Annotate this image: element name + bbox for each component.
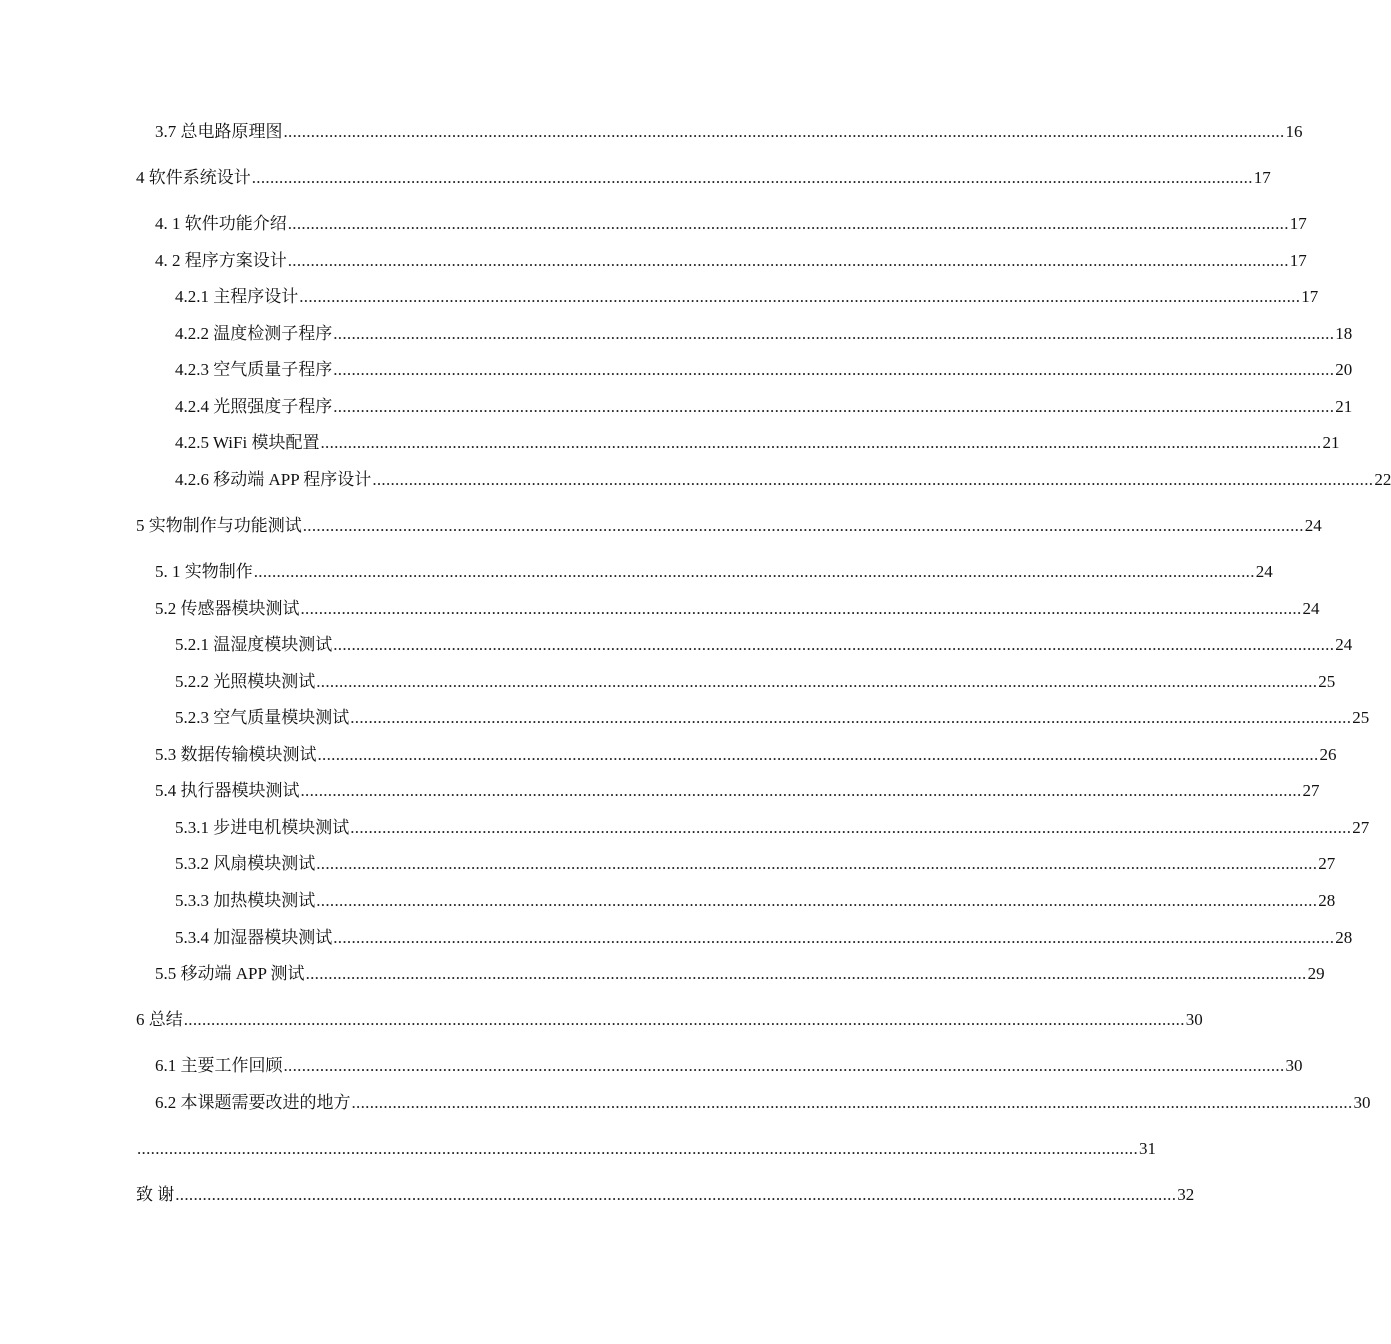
toc-page-number: 28 — [1318, 891, 1336, 910]
toc-entry-title: 6 总结 — [136, 1010, 183, 1029]
toc-page-number: 26 — [1319, 745, 1337, 764]
toc-dot-leader: ............................................................................................................................................................................................................................ — [350, 818, 1352, 837]
toc-dot-leader: ............................................................................................................................................................................................................................ — [333, 360, 1335, 379]
toc-dot-leader: ............................................................................................................................................................................................................................ — [320, 433, 1322, 452]
toc-page-number: 25 — [1318, 672, 1336, 691]
toc-dot-leader: ............................................................................................................................................................................................................................ — [333, 635, 1335, 654]
toc-entry[interactable] — [175, 887, 1336, 911]
toc-page-number: 29 — [1307, 964, 1325, 983]
toc-dot-leader: ............................................................................................................................................................................................................................ — [253, 562, 1255, 581]
toc-entry[interactable] — [175, 814, 1370, 838]
toc-entry[interactable] — [175, 631, 1353, 655]
toc-entry[interactable] — [175, 466, 1391, 490]
toc-dot-leader: ............................................................................................................................................................................................................................ — [316, 672, 1318, 691]
toc-dot-leader: ............................................................................................................................................................................................................................ — [316, 854, 1318, 873]
toc-entry[interactable] — [155, 558, 1273, 582]
toc-entry-title: 4.2.5 WiFi 模块配置 — [175, 433, 320, 452]
toc-dot-leader: ............................................................................................................................................................................................................................ — [305, 964, 1307, 983]
toc-entry-title: 5.3.4 加湿器模块测试 — [175, 928, 333, 947]
toc-entry[interactable] — [155, 1052, 1303, 1076]
toc-page-number: 17 — [1253, 168, 1271, 187]
toc-page-number: 22 — [1374, 470, 1391, 489]
toc-page-number: 31 — [1139, 1139, 1156, 1158]
toc-entry-title: 5.5 移动端 APP 测试 — [155, 964, 305, 983]
toc-dot-leader: ............................................................................................................................................................................................................................ — [137, 1139, 1138, 1158]
toc-page-number: 17 — [1289, 214, 1307, 233]
toc-entry[interactable] — [175, 668, 1336, 692]
toc-page-number: 28 — [1335, 928, 1353, 947]
toc-dot-leader: ............................................................................................................................................................................................................................ — [350, 708, 1352, 727]
toc-dot-leader: ............................................................................................................................................................................................................................ — [287, 251, 1289, 270]
toc-entry[interactable] — [155, 118, 1303, 142]
toc-page-number: 21 — [1322, 433, 1340, 452]
toc-entry-title: 5. 1 实物制作 — [155, 562, 253, 581]
toc-dot-leader: ............................................................................................................................................................................................................................ — [302, 516, 1304, 535]
toc-entry-title: 4.2.6 移动端 APP 程序设计 — [175, 470, 372, 489]
toc-entry[interactable] — [175, 356, 1353, 380]
toc-page-number: 25 — [1352, 708, 1370, 727]
toc-entry[interactable] — [136, 1181, 1195, 1205]
toc-page-number: 21 — [1335, 397, 1353, 416]
toc-entry-title: 6.2 本课题需要改进的地方 — [155, 1093, 351, 1112]
toc-dot-leader: ............................................................................................................................................................................................................................ — [175, 1185, 1177, 1204]
toc-dot-leader: ............................................................................................................................................................................................................................ — [283, 122, 1285, 141]
toc-entry[interactable] — [175, 850, 1336, 874]
toc-page-number: 30 — [1353, 1093, 1371, 1112]
toc-entry-title: 5.3.1 步进电机模块测试 — [175, 818, 350, 837]
toc-entry[interactable] — [136, 164, 1271, 188]
toc-entry[interactable] — [136, 1135, 1156, 1159]
toc-entry[interactable] — [155, 741, 1337, 765]
toc-entry-title: 4.2.1 主程序设计 — [175, 287, 299, 306]
toc-entry[interactable] — [175, 283, 1319, 307]
toc-dot-leader: ............................................................................................................................................................................................................................ — [333, 324, 1335, 343]
toc-entry[interactable] — [155, 960, 1325, 984]
toc-page-number: 32 — [1177, 1185, 1195, 1204]
toc-entry-title: 3.7 总电路原理图 — [155, 122, 283, 141]
toc-entry[interactable] — [155, 777, 1320, 801]
toc-page-number: 24 — [1255, 562, 1273, 581]
toc-page-number: 30 — [1285, 1056, 1303, 1075]
toc-entry-title: 5.2.2 光照模块测试 — [175, 672, 316, 691]
toc-dot-leader: ............................................................................................................................................................................................................................ — [283, 1056, 1285, 1075]
toc-entry[interactable] — [155, 1089, 1371, 1113]
toc-page-number: 18 — [1335, 324, 1353, 343]
toc-page-number: 24 — [1302, 599, 1320, 618]
toc-dot-leader: ............................................................................................................................................................................................................................ — [183, 1010, 1185, 1029]
toc-entry-title: 5.2.3 空气质量模块测试 — [175, 708, 350, 727]
toc-entry-title: 4. 2 程序方案设计 — [155, 251, 287, 270]
toc-dot-leader: ............................................................................................................................................................................................................................ — [351, 1093, 1353, 1112]
toc-entry-title: 5.3.3 加热模块测试 — [175, 891, 316, 910]
toc-dot-leader: ............................................................................................................................................................................................................................ — [333, 397, 1335, 416]
toc-page-number: 24 — [1304, 516, 1322, 535]
toc-page-number: 27 — [1302, 781, 1320, 800]
toc-entry[interactable] — [136, 1006, 1203, 1030]
toc-dot-leader: ............................................................................................................................................................................................................................ — [300, 781, 1302, 800]
toc-entry-title: 5 实物制作与功能测试 — [136, 516, 302, 535]
toc-page-number: 24 — [1335, 635, 1353, 654]
toc-entry-title: 4.2.3 空气质量子程序 — [175, 360, 333, 379]
toc-page-number: 17 — [1289, 251, 1307, 270]
toc-entry-title: 4.2.2 温度检测子程序 — [175, 324, 333, 343]
toc-entry-title: 5.2 传感器模块测试 — [155, 599, 300, 618]
toc-entry-title: 5.3.2 风扇模块测试 — [175, 854, 316, 873]
toc-entry[interactable] — [136, 512, 1322, 536]
toc-entry-title: 4. 1 软件功能介绍 — [155, 214, 287, 233]
toc-dot-leader: ............................................................................................................................................................................................................................ — [251, 168, 1253, 187]
toc-dot-leader: ............................................................................................................................................................................................................................ — [317, 745, 1319, 764]
toc-entry[interactable] — [175, 429, 1340, 453]
toc-page-number: 30 — [1185, 1010, 1203, 1029]
toc-entry-title: 4.2.4 光照强度子程序 — [175, 397, 333, 416]
toc-entry-title: 4 软件系统设计 — [136, 168, 251, 187]
toc-entry[interactable] — [175, 320, 1353, 344]
toc-entry[interactable] — [155, 210, 1307, 234]
toc-entry[interactable] — [155, 595, 1320, 619]
toc-entry[interactable] — [155, 247, 1307, 271]
toc-dot-leader: ............................................................................................................................................................................................................................ — [299, 287, 1301, 306]
toc-entry-title: 5.3 数据传输模块测试 — [155, 745, 317, 764]
toc-entry-title: 致 谢 — [136, 1185, 175, 1204]
toc-page-number: 27 — [1352, 818, 1370, 837]
toc-entry-title: 5.2.1 温湿度模块测试 — [175, 635, 333, 654]
toc-entry[interactable] — [175, 924, 1353, 948]
toc-page-number: 17 — [1301, 287, 1319, 306]
toc-entry[interactable] — [175, 393, 1353, 417]
toc-page-number: 16 — [1285, 122, 1303, 141]
toc-dot-leader: ............................................................................................................................................................................................................................ — [372, 470, 1374, 489]
toc-dot-leader: ............................................................................................................................................................................................................................ — [300, 599, 1302, 618]
toc-page-number: 20 — [1335, 360, 1353, 379]
toc-entry-title: 5.4 执行器模块测试 — [155, 781, 300, 800]
toc-entry[interactable] — [175, 704, 1370, 728]
toc-dot-leader: ............................................................................................................................................................................................................................ — [333, 928, 1335, 947]
toc-page-number: 27 — [1318, 854, 1336, 873]
toc-dot-leader: ............................................................................................................................................................................................................................ — [316, 891, 1318, 910]
toc-entry-title: 6.1 主要工作回顾 — [155, 1056, 283, 1075]
toc-dot-leader: ............................................................................................................................................................................................................................ — [287, 214, 1289, 233]
